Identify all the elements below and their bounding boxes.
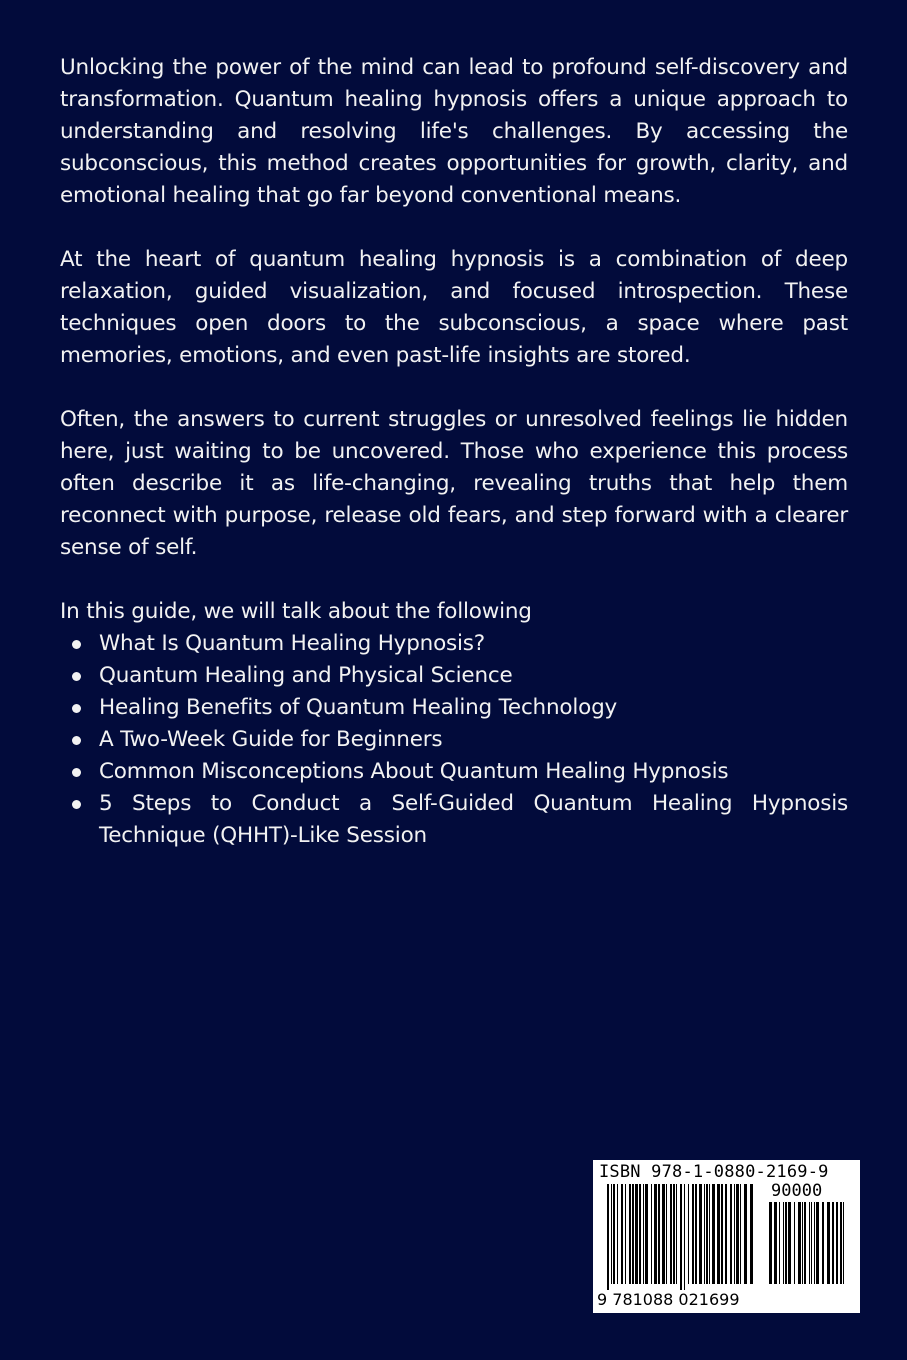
paragraph-2: At the heart of quantum healing hypnosis is a combination of deep relaxation, guided visualization, and focused introspection. These techniques open doors to the subconscious, a space where past memories, emotions, and even past-life insights are stored. (60, 247, 848, 368)
barcode-bar (822, 1202, 824, 1284)
barcode-bar (836, 1202, 838, 1284)
barcode-bar (676, 1184, 677, 1284)
barcode-bar (730, 1184, 732, 1284)
barcode-bar (798, 1202, 801, 1284)
bullet-icon (72, 800, 81, 809)
barcode-bar (706, 1184, 708, 1284)
barcode-bar (827, 1202, 830, 1284)
barcode-bar (662, 1184, 665, 1284)
topic-list (60, 628, 848, 852)
list-item-text: Quantum Healing and Physical Science (99, 663, 513, 688)
list-item (60, 724, 848, 756)
barcode-bar (832, 1202, 834, 1284)
barcode-bar (651, 1184, 652, 1284)
barcode-bar (673, 1184, 675, 1284)
barcode-bar (816, 1202, 819, 1284)
list-item-text: 5 Steps to Conduct a Self-Guided Quantum Healing Hypnosis Technique (QHHT)-Like Session (99, 791, 848, 848)
barcode-addon-bars-icon (769, 1202, 847, 1292)
barcode-bars-icon (607, 1184, 757, 1292)
barcode-bar (774, 1202, 777, 1284)
list-item-text: Common Misconceptions About Quantum Healing Hypnosis (99, 759, 729, 784)
barcode-bar (785, 1202, 787, 1284)
barcode-bar (704, 1184, 705, 1284)
barcode-bar (802, 1202, 803, 1284)
list-intro: In this guide, we will talk about the following (60, 599, 532, 624)
barcode-bar (840, 1202, 842, 1284)
barcode-bar (617, 1184, 618, 1284)
bullet-icon (72, 768, 81, 777)
barcode-bar (814, 1202, 815, 1284)
barcode-bar (695, 1184, 697, 1284)
barcode-bar (635, 1184, 638, 1284)
barcode-addon: 90000 (771, 1181, 823, 1201)
list-item (60, 756, 848, 788)
barcode-bar (811, 1202, 812, 1284)
barcode-bar (611, 1184, 612, 1284)
list-item-text: A Two-Week Guide for Beginners (99, 727, 443, 752)
barcode-bar (645, 1184, 648, 1284)
bullet-icon (72, 736, 81, 745)
barcode-bar (769, 1202, 772, 1284)
barcode-bar (632, 1184, 634, 1284)
isbn-label: ISBN 978-1-0880-2169-9 (599, 1162, 829, 1182)
barcode-bar (629, 1184, 631, 1284)
isbn-barcode (593, 1160, 860, 1313)
barcode-number: 9 781088 021699 (597, 1290, 740, 1309)
barcode-bar (740, 1184, 741, 1284)
barcode-bar (788, 1202, 791, 1284)
barcode-bar (699, 1184, 702, 1284)
barcode-bar (680, 1184, 682, 1292)
barcode-bar (843, 1202, 844, 1284)
barcode-bar (750, 1184, 753, 1284)
barcode-bar (736, 1184, 739, 1284)
barcode-bar (692, 1184, 694, 1284)
barcode-bar (744, 1184, 747, 1284)
paragraph-3: Often, the answers to current struggles or unresolved feelings lie hidden here, just waiting to be uncovered. Those who experience this process often describe it as life-changing, revealing truths that help them reconnect with purpose, release old fears, and step forward with a clearer sense of self. (60, 407, 848, 560)
barcode-bar (783, 1202, 784, 1284)
barcode-bar (809, 1202, 810, 1284)
barcode-bar (779, 1202, 780, 1284)
back-cover-text (60, 52, 848, 852)
bullet-icon (72, 704, 81, 713)
list-item-text: Healing Benefits of Quantum Healing Technology (99, 695, 618, 720)
barcode-bar (734, 1184, 735, 1284)
list-item (60, 660, 848, 692)
list-item (60, 692, 848, 724)
barcode-bar (717, 1184, 720, 1284)
paragraph-1: Unlocking the power of the mind can lead to profound self-discovery and transformation. Quantum healing hypnosis offers a unique approach to understanding and resolving life's challenges. By accessing the subconscious, this method creates opportunities for growth, clarity, and emotional healing that go far beyond conventional means. (60, 55, 848, 208)
barcode-bar (658, 1184, 660, 1284)
barcode-bar (712, 1184, 715, 1284)
barcode-bar (643, 1184, 644, 1284)
barcode-bar (666, 1184, 667, 1284)
barcode-bar (804, 1202, 806, 1284)
barcode-bar (721, 1184, 723, 1284)
barcode-bar (639, 1184, 641, 1284)
bullet-icon (72, 640, 81, 649)
barcode-bar (621, 1184, 623, 1284)
barcode-bar (613, 1184, 615, 1284)
list-item-text: What Is Quantum Healing Hypnosis? (99, 631, 486, 656)
list-item (60, 788, 848, 852)
barcode-bar (670, 1184, 672, 1284)
barcode-bar (688, 1184, 689, 1284)
barcode-bar (725, 1184, 727, 1284)
bullet-icon (72, 672, 81, 681)
barcode-bar (709, 1184, 710, 1284)
barcode-bar (607, 1184, 609, 1292)
barcode-bar (625, 1184, 626, 1284)
barcode-bar (684, 1184, 685, 1292)
barcode-bar (654, 1184, 657, 1284)
list-item (60, 628, 848, 660)
barcode-bar (794, 1202, 795, 1284)
